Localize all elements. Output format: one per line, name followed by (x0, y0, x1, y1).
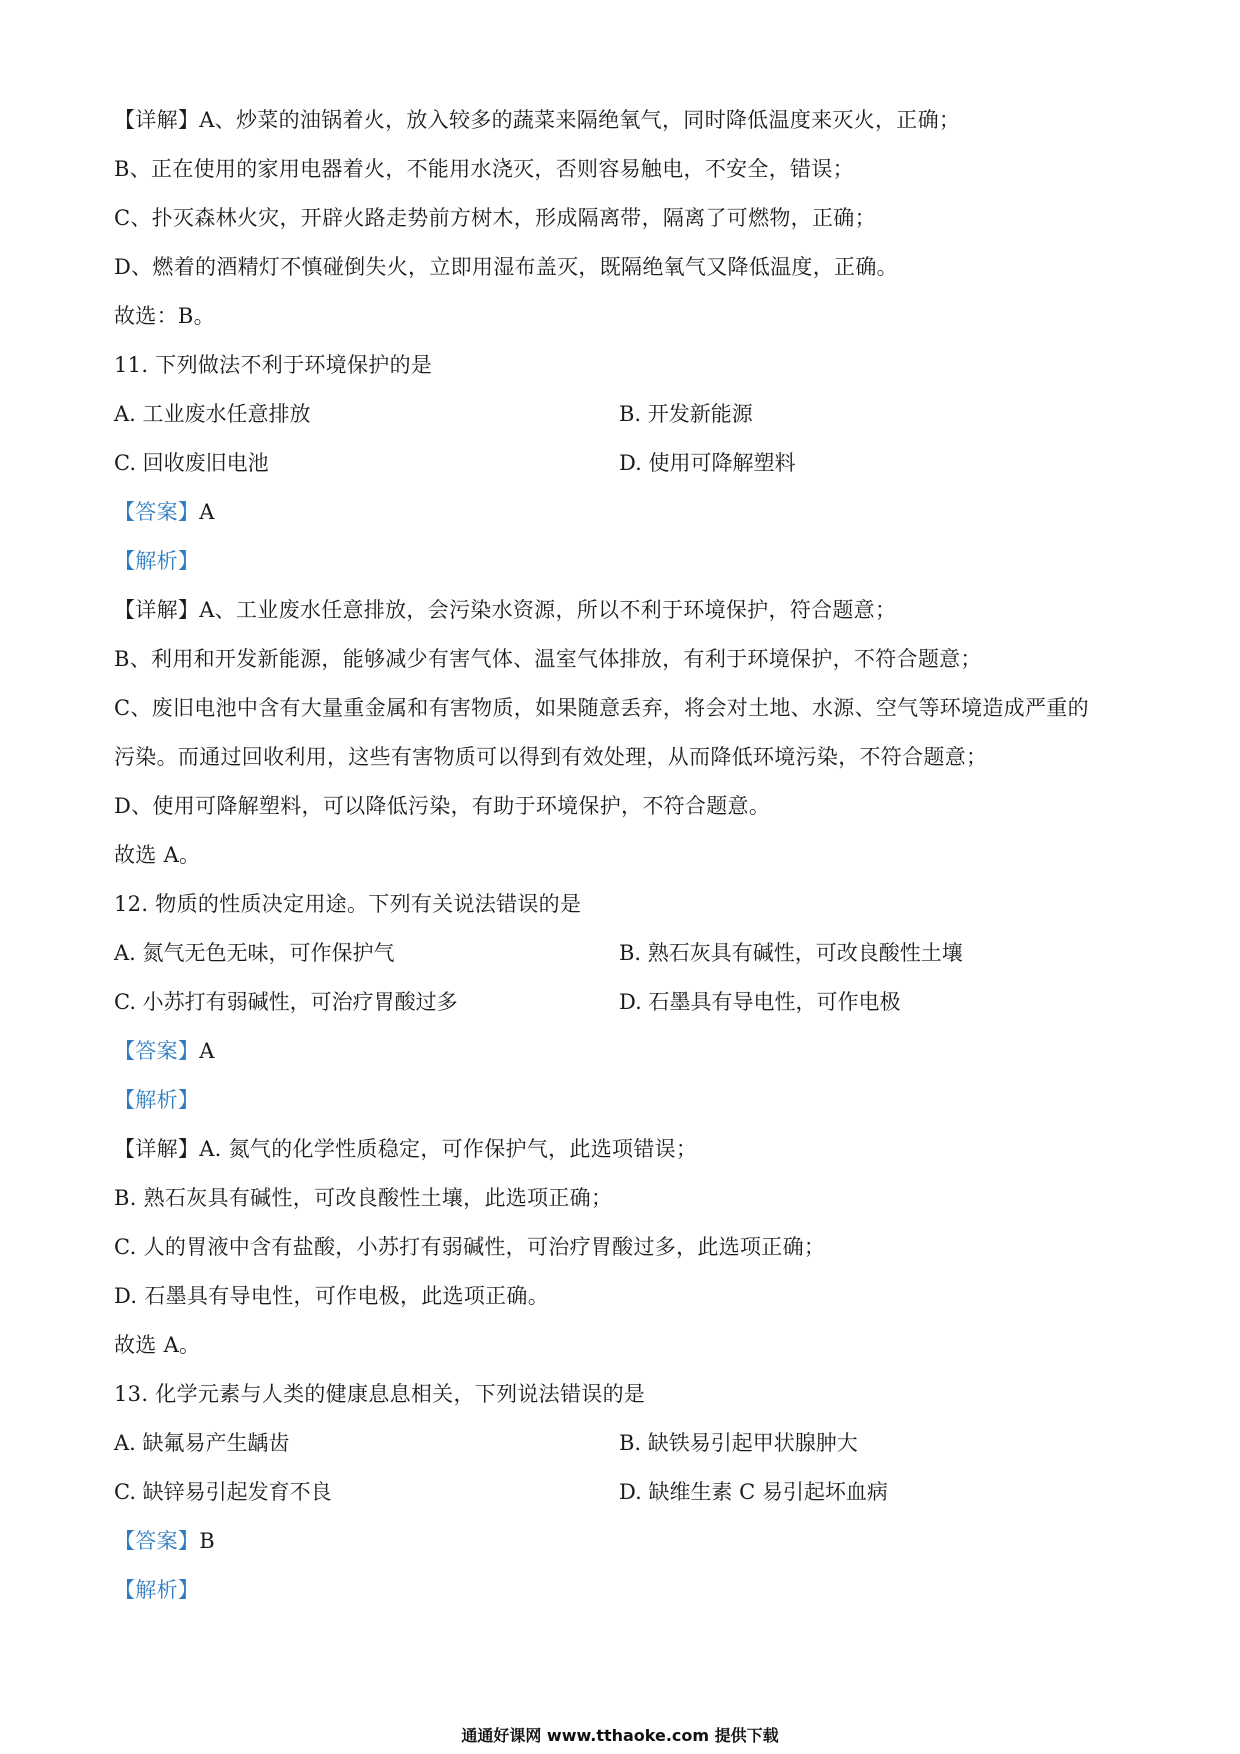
option-right: D. 缺维生素 C 易引起坏血病 (619, 1480, 888, 1504)
line-text: D、燃着的酒精灯不慎碰倒失火，立即用湿布盖灭，既隔绝氧气又降低温度，正确。 (114, 255, 898, 279)
section-tag: 【详解】 (114, 108, 200, 132)
options-row (114, 1468, 1124, 1517)
line-text: A (199, 500, 215, 524)
options-row (114, 390, 1124, 439)
explanation-line (114, 1272, 1124, 1321)
detail-line (114, 96, 1124, 145)
answer-line (114, 1517, 1124, 1566)
analysis-heading (114, 1566, 1124, 1615)
line-text: C. 人的胃液中含有盐酸，小苏打有弱碱性，可治疗胃酸过多，此选项正确； (114, 1235, 826, 1259)
line-text: C、废旧电池中含有大量重金属和有害物质，如果随意丢弃，将会对土地、水源、空气等环境造成严重的 (114, 696, 1089, 720)
line-text: D、使用可降解塑料，可以降低污染，有助于环境保护，不符合题意。 (114, 794, 771, 818)
line-text: 故选 A。 (114, 843, 201, 867)
explanation-line (114, 1321, 1124, 1370)
line-text: 11. 下列做法不利于环境保护的是 (114, 353, 433, 377)
explanation-line (114, 635, 1124, 684)
option-left: A. 氮气无色无味，可作保护气 (114, 941, 395, 965)
option-right: D. 使用可降解塑料 (619, 451, 796, 475)
section-tag: 【详解】 (114, 598, 200, 622)
option-left: C. 回收废旧电池 (114, 451, 269, 475)
option-left: C. 小苏打有弱碱性，可治疗胃酸过多 (114, 990, 458, 1014)
answer-line (114, 1027, 1124, 1076)
option-right: B. 开发新能源 (619, 402, 753, 426)
line-text: B (199, 1529, 215, 1553)
section-tag: 【答案】 (114, 1039, 200, 1063)
explanation-line (114, 1223, 1124, 1272)
line-text: B. 熟石灰具有碱性，可改良酸性土壤，此选项正确； (114, 1186, 613, 1210)
line-text: A (199, 1039, 215, 1063)
line-text: 故选 A。 (114, 1333, 201, 1357)
options-row (114, 929, 1124, 978)
explanation-line (114, 292, 1124, 341)
section-tag: 【解析】 (114, 549, 200, 573)
explanation-line (114, 1174, 1124, 1223)
option-right: D. 石墨具有导电性，可作电极 (619, 990, 901, 1014)
options-row (114, 439, 1124, 488)
explanation-line (114, 145, 1124, 194)
question-stem (114, 880, 1124, 929)
line-text: A. 氮气的化学性质稳定，可作保护气，此选项错误； (199, 1137, 698, 1161)
explanation-line (114, 733, 1124, 782)
explanation-line (114, 243, 1124, 292)
option-right: B. 缺铁易引起甲状腺肿大 (619, 1431, 858, 1455)
explanation-line (114, 831, 1124, 880)
section-tag: 【答案】 (114, 500, 200, 524)
line-text: B、正在使用的家用电器着火，不能用水浇灭，否则容易触电，不安全，错误； (114, 157, 854, 181)
line-text: A、工业废水任意排放，会污染水资源，所以不利于环境保护，符合题意； (199, 598, 897, 622)
option-left: A. 工业废水任意排放 (114, 402, 311, 426)
section-tag: 【详解】 (114, 1137, 200, 1161)
option-right: B. 熟石灰具有碱性，可改良酸性土壤 (619, 941, 963, 965)
question-stem (114, 1370, 1124, 1419)
option-left: A. 缺氟易产生龋齿 (114, 1431, 290, 1455)
section-tag: 【解析】 (114, 1578, 200, 1602)
analysis-heading (114, 537, 1124, 586)
page-footer: 通通好课网 www.tthaoke.com 提供下载 (461, 1726, 779, 1745)
question-stem (114, 341, 1124, 390)
options-row (114, 1419, 1124, 1468)
line-text: 12. 物质的性质决定用途。下列有关说法错误的是 (114, 892, 582, 916)
line-text: 13. 化学元素与人类的健康息息相关，下列说法错误的是 (114, 1382, 646, 1406)
line-text: 污染。而通过回收利用，这些有害物质可以得到有效处理，从而降低环境污染，不符合题意； (114, 745, 988, 769)
options-row (114, 978, 1124, 1027)
line-text: B、利用和开发新能源，能够减少有害气体、温室气体排放，有利于环境保护，不符合题意； (114, 647, 982, 671)
section-tag: 【解析】 (114, 1088, 200, 1112)
option-left: C. 缺锌易引起发育不良 (114, 1480, 332, 1504)
detail-line (114, 1125, 1124, 1174)
explanation-line (114, 782, 1124, 831)
document-page (114, 96, 1124, 1615)
analysis-heading (114, 1076, 1124, 1125)
explanation-line (114, 684, 1124, 733)
line-text: 故选：B。 (114, 304, 215, 328)
line-text: C、扑灭森林火灾，开辟火路走势前方树木，形成隔离带，隔离了可燃物，正确； (114, 206, 876, 230)
answer-line (114, 488, 1124, 537)
detail-line (114, 586, 1124, 635)
line-text: D. 石墨具有导电性，可作电极，此选项正确。 (114, 1284, 550, 1308)
explanation-line (114, 194, 1124, 243)
line-text: A、炒菜的油锅着火，放入较多的蔬菜来隔绝氧气，同时降低温度来灭火，正确； (199, 108, 961, 132)
section-tag: 【答案】 (114, 1529, 200, 1553)
